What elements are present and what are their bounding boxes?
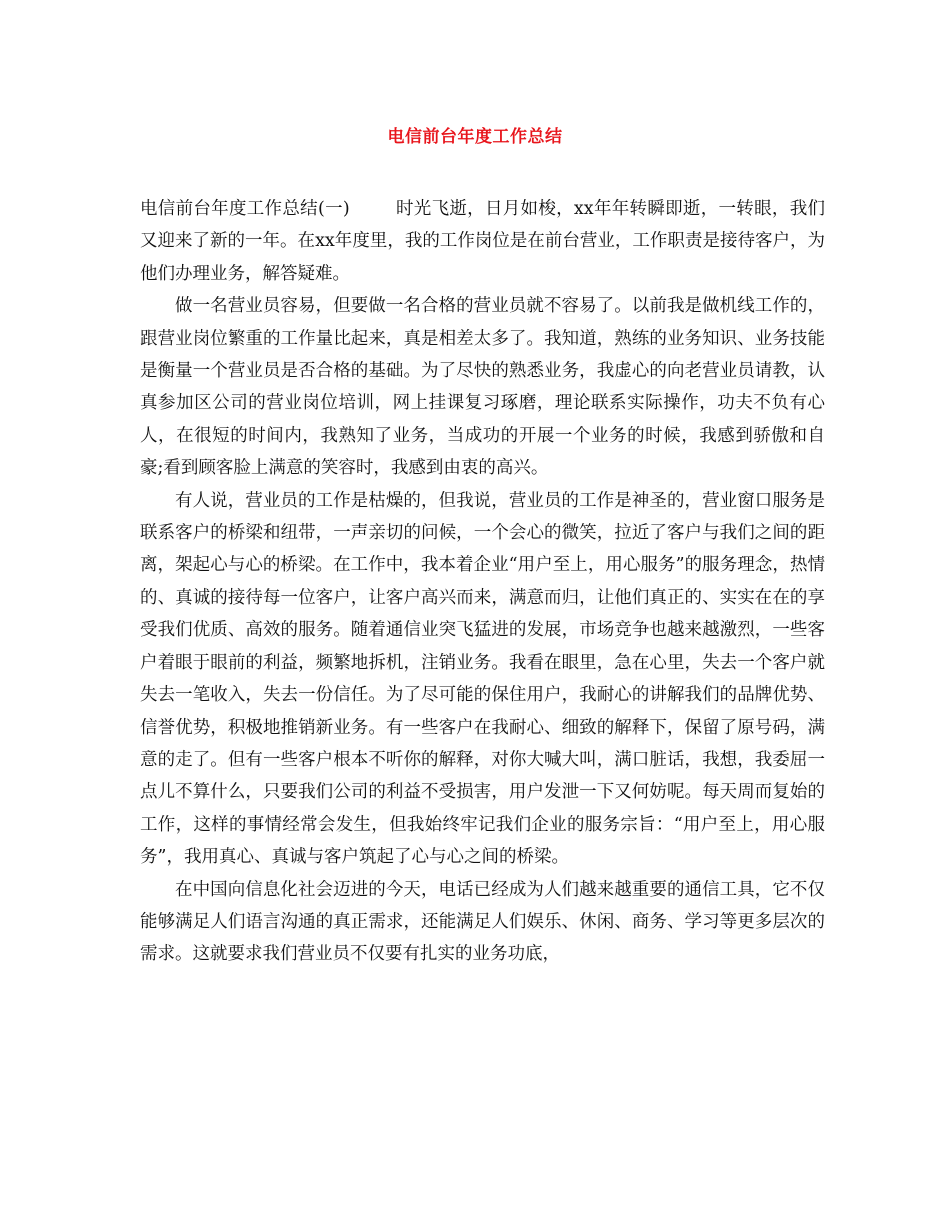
paragraph-1: 做一名营业员容易，但要做一名合格的营业员就不容易了。以前我是做机线工作的，跟营业岗位繁重的工作量比起来，真是相差太多了。我知道，熟练的业务知识、业务技能是衡量一个营业员是否合格的基础。为了尽快的熟悉业务，我虚心的向老营业员请教，认真参加区公司的营业岗位培训，网上挂课复习琢磨，理论联系实际操作，功夫不负有心人，在很短的时间内，我熟知了业务，当成功的开展一个业务的时候，我感到骄傲和自豪;看到顾客脸上满意的笑容时，我感到由衷的高兴。 (140, 296, 825, 479)
paragraph-intro (140, 193, 825, 290)
document-body (140, 193, 825, 971)
document-title: 电信前台年度工作总结 (387, 127, 563, 147)
paragraph-2: 有人说，营业员的工作是枯燥的，但我说，营业员的工作是神圣的，营业窗口服务是联系客户的桥梁和纽带，一声亲切的问候，一个会心的微笑，拉近了客户与我们之间的距离，架起心与心的桥梁。在工作中，我本着企业“用户至上，用心服务”的服务理念，热情的、真诚的接待每一位客户，让客户高兴而来，满意而归，让他们真正的、实实在在的享受我们优质、高效的服务。随着通信业突飞猛进的发展，市场竞争也越来越激烈，一些客户着眼于眼前的利益，频繁地拆机，注销业务。我看在眼里，急在心里，失去一个客户就失去一笔收入，失去一份信任。为了尽可能的保住用户，我耐心的讲解我们的品牌优势、信誉优势，积极地推销新业务。有一些客户在我耐心、细致的解释下，保留了原号码，满意的走了。但有一些客户根本不听你的解释，对你大喊大叫，满口脏话，我想，我委屈一点儿不算什么，只要我们公司的利益不受损害，用户发泄一下又何妨呢。每天周而复始的工作，这样的事情经常会发生，但我始终牢记我们企业的服务宗旨：“用户至上，用心服务”，我用真心、真诚与客户筑起了心与心之间的桥梁。 (140, 490, 825, 868)
paragraph-lead: 电信前台年度工作总结(一) (140, 199, 350, 219)
paragraph-intro-text: 时光飞逝，日月如梭，xx年年转瞬即逝，一转眼，我们又迎来了新的一年。在xx年度里，我的工作岗位是在前台营业，工作职责是接待客户，为他们办理业务，解答疑难。 (140, 199, 825, 284)
paragraph-3: 在中国向信息化社会迈进的今天，电话已经成为人们越来越重要的通信工具，它不仅能够满足人们语言沟通的真正需求，还能满足人们娱乐、休闲、商务、学习等更多层次的需求。这就要求我们营业员不仅要有扎实的业务功底， (140, 879, 825, 965)
